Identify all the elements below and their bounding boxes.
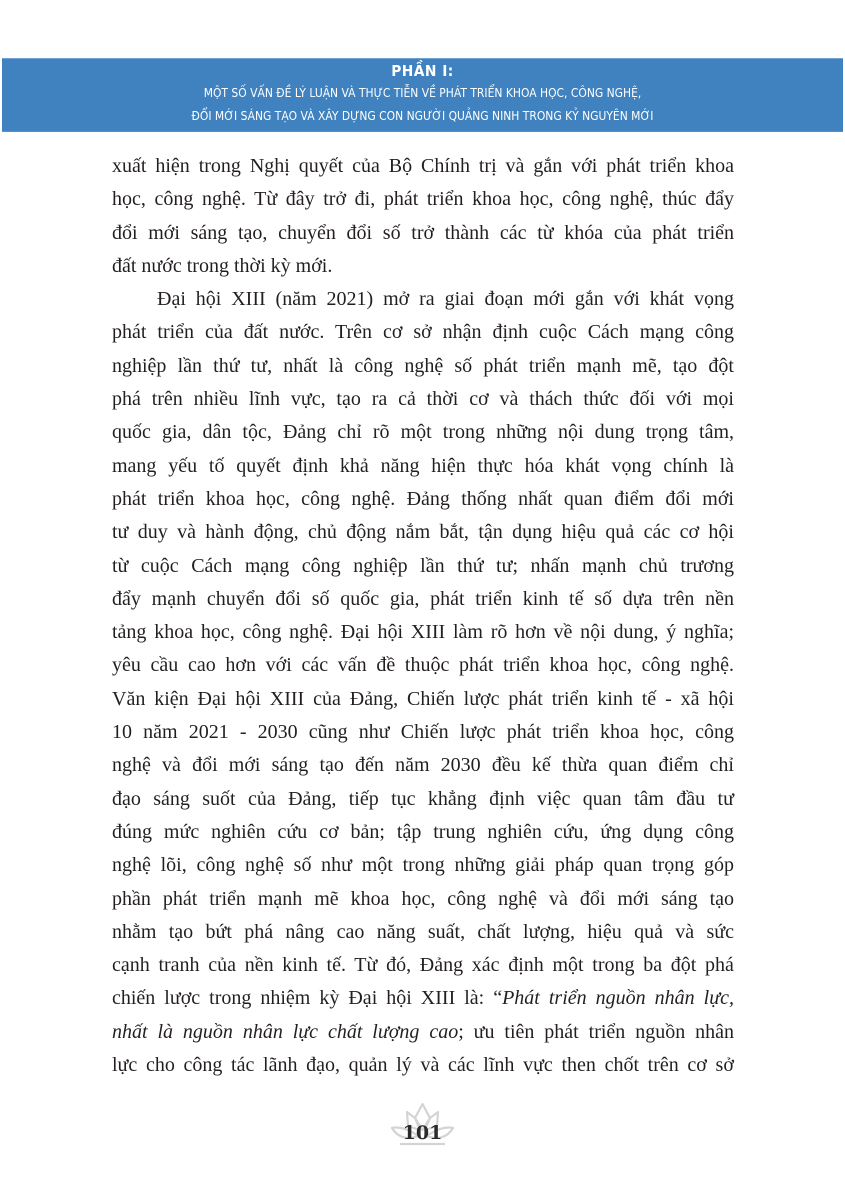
text-line: xuất hiện trong Nghị quyết của Bộ Chính trị và gắn với phát triển khoa <box>112 155 735 177</box>
part-title: PHẦN I: <box>391 62 454 80</box>
text-line: nghệ lõi, công nghệ số như một trong những giải pháp quan trọng góp <box>112 854 734 877</box>
text-line: quốc gia, dân tộc, Đảng chỉ rõ một trong những nội dung trọng tâm, <box>112 421 735 444</box>
italic-quote: nhất là nguồn nhân lực chất lượng cao <box>112 1020 459 1043</box>
text-line: từ cuộc Cách mạng công nghiệp lần thứ tư; nhấn mạnh chủ trương <box>112 554 734 577</box>
text-line: nhằm tạo bứt phá nâng cao năng suất, chất lượng, hiệu quả và sức <box>112 920 734 943</box>
text-line: phần phát triển mạnh mẽ khoa học, công nghệ và đổi mới sáng tạo <box>112 887 735 910</box>
text-line: Văn kiện Đại hội XIII của Đảng, Chiến lược phát triển kinh tế - xã hội <box>112 687 734 710</box>
text-line: cạnh tranh của nền kinh tế. Từ đó, Đảng xác định một trong ba đột phá <box>112 954 734 977</box>
text-line: lực cho công tác lãnh đạo, quản lý và các lĩnh vực then chốt trên cơ sở <box>112 1054 734 1077</box>
text-line: phá trên nhiều lĩnh vực, tạo ra cả thời cơ và thách thức đối với mọi <box>112 388 734 411</box>
text-line: phát triển của đất nước. Trên cơ sở nhận định cuộc Cách mạng công <box>112 321 735 344</box>
text-line: đẩy mạnh chuyển đổi số quốc gia, phát triển kinh tế số dựa trên nền <box>112 587 735 610</box>
text-line: đúng mức nghiên cứu cơ bản; tập trung nghiên cứu, ứng dụng công <box>112 820 734 843</box>
text-plain: ; ưu tiên phát triển nguồn nhân <box>458 1020 734 1043</box>
text-line: đạo sáng suốt của Đảng, tiếp tục khẳng định việc quan tâm đầu tư <box>112 787 734 810</box>
text-line: nghiệp lần thứ tư, nhất là công nghệ số phát triển mạnh mẽ, tạo đột <box>112 354 734 377</box>
text-line: đất nước trong thời kỳ mới. <box>112 254 333 277</box>
text-line: tư duy và hành động, chủ động nắm bắt, tận dụng hiệu quả các cơ hội <box>112 521 734 544</box>
text-line: đổi mới sáng tạo, chuyển đổi số trở thành các từ khóa của phát triển <box>112 221 735 244</box>
part-subtitle-line-2: ĐỔI MỚI SÁNG TẠO VÀ XÂY DỰNG CON NGƯỜI QUẢNG NINH TRONG KỶ NGUYÊN MỚI <box>191 108 654 123</box>
body-text <box>112 150 734 1082</box>
text-line: nghệ và đổi mới sáng tạo đến năm 2030 đều kế thừa quan điểm chỉ <box>112 754 734 777</box>
part-subtitle-line-1: MỘT SỐ VẤN ĐỀ LÝ LUẬN VÀ THỰC TIỄN VỀ PHÁT TRIỂN KHOA HỌC, CÔNG NGHỆ, <box>203 85 642 100</box>
text-line: 10 năm 2021 - 2030 cũng như Chiến lược phát triển khoa học, công <box>112 721 734 744</box>
text-plain: chiến lược trong nhiệm kỳ Đại hội XIII là: “ <box>112 987 503 1010</box>
italic-quote: Phát triển nguồn nhân lực, <box>502 987 734 1010</box>
text-line: yêu cầu cao hơn với các vấn đề thuộc phát triển khoa học, công nghệ. <box>112 654 735 677</box>
text-line: mang yếu tố quyết định khả năng hiện thực hóa khát vọng chính là <box>112 454 735 477</box>
page-number: 101 <box>402 1122 443 1144</box>
text-line: Đại hội XIII (năm 2021) mở ra giai đoạn mới gắn với khát vọng <box>157 288 734 311</box>
text-line: tảng khoa học, công nghệ. Đại hội XIII làm rõ hơn về nội dung, ý nghĩa; <box>112 621 734 644</box>
text-line: học, công nghệ. Từ đây trở đi, phát triển khoa học, công nghệ, thúc đẩy <box>112 188 734 211</box>
text-line-quote-end <box>112 1016 734 1049</box>
section-header-band <box>2 58 843 132</box>
page-footer <box>380 1100 465 1152</box>
text-line-quote-start <box>112 982 734 1015</box>
text-line: phát triển khoa học, công nghệ. Đảng thống nhất quan điểm đổi mới <box>112 487 734 510</box>
